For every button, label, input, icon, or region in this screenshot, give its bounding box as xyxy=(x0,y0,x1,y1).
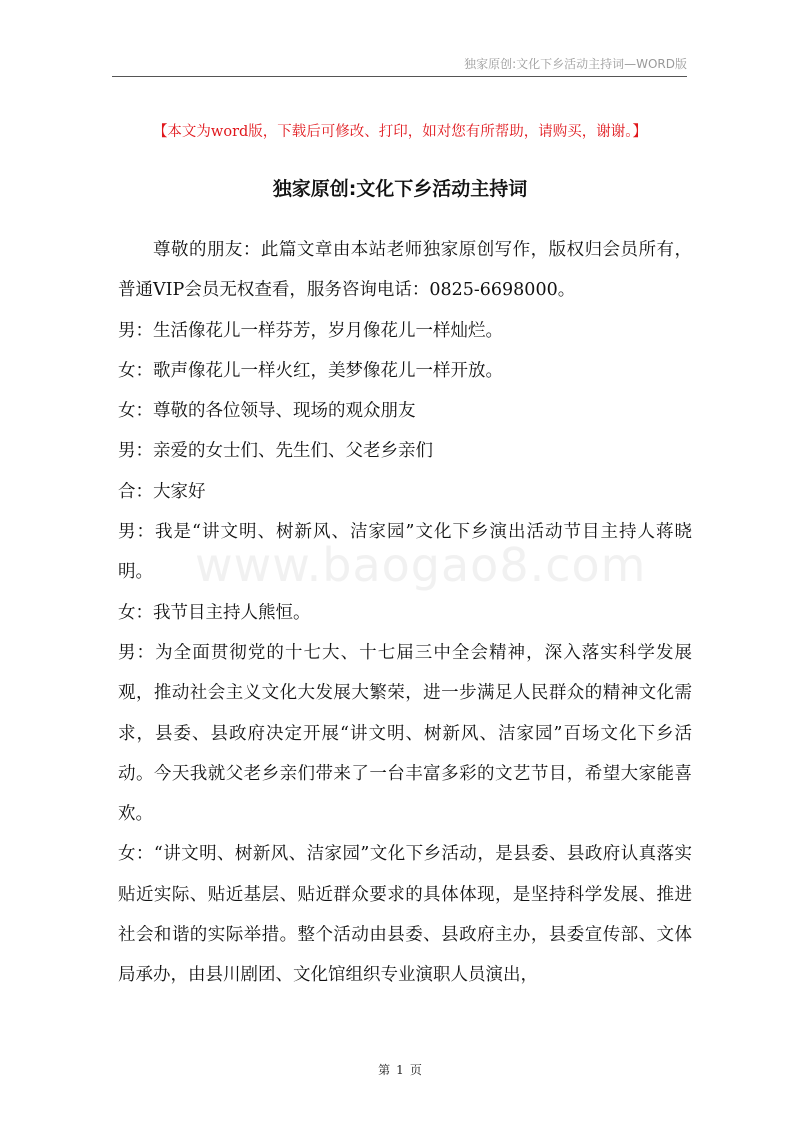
page-footer xyxy=(0,1061,800,1078)
paragraph: 男：我是“讲文明、树新风、洁家园”文化下乡演出活动节目主持人蒋晓明。 xyxy=(118,522,692,583)
purchase-notice: 【本文为word版，下载后可修改、打印，如对您有所帮助，请购买，谢谢。】 xyxy=(152,124,648,140)
page-header xyxy=(112,52,687,74)
paragraph: 男：为全面贯彻党的十七大、十七届三中全会精神，深入落实科学发展观，推动社会主义文化大发展大繁荣，进一步满足人民群众的精神文化需求，县委、县政府决定开展“讲文明、树新风、洁家园”百场文化下乡活动。今天我就父老乡亲们带来了一台丰富多彩的文艺节目，希望大家能喜欢。 xyxy=(118,642,692,825)
paragraph: 女：我节目主持人熊恒。 xyxy=(118,602,311,623)
paragraph: 女：歌声像花儿一样火红，美梦像花儿一样开放。 xyxy=(118,360,503,381)
paragraph: 男：生活像花儿一样芬芳，岁月像花儿一样灿烂。 xyxy=(118,320,503,341)
paragraph-intro: 尊敬的朋友：此篇文章由本站老师独家原创写作，版权归会员所有，普通VIP会员无权查看，服务咨询电话：0825-6698000。 xyxy=(118,240,692,301)
header-rule xyxy=(112,76,687,77)
paragraph: 合：大家好 xyxy=(118,481,206,502)
watermark: www.baogao8.com xyxy=(195,538,647,592)
paragraph: 女：“讲文明、树新风、洁家园”文化下乡活动，是县委、县政府认真落实贴近实际、贴近基层、贴近群众要求的具体体现，是坚持科学发展、推进社会和谐的实际举措。整个活动由县委、县政府主办，县委宣传部、文体局承办，由县川剧团、文化馆组织专业演职人员演出， xyxy=(118,844,692,986)
page-number: 1 xyxy=(396,1063,404,1077)
footer-suffix: 页 xyxy=(409,1063,422,1077)
header-text: 独家原创:文化下乡活动主持词—WORD版 xyxy=(464,57,687,71)
paragraph: 男：亲爱的女士们、先生们、父老乡亲们 xyxy=(118,441,433,462)
footer-prefix: 第 xyxy=(378,1063,391,1077)
document-body xyxy=(118,230,692,996)
document-title: 独家原创:文化下乡活动主持词 xyxy=(272,178,528,200)
paragraph: 女：尊敬的各位领导、现场的观众朋友 xyxy=(118,401,416,422)
